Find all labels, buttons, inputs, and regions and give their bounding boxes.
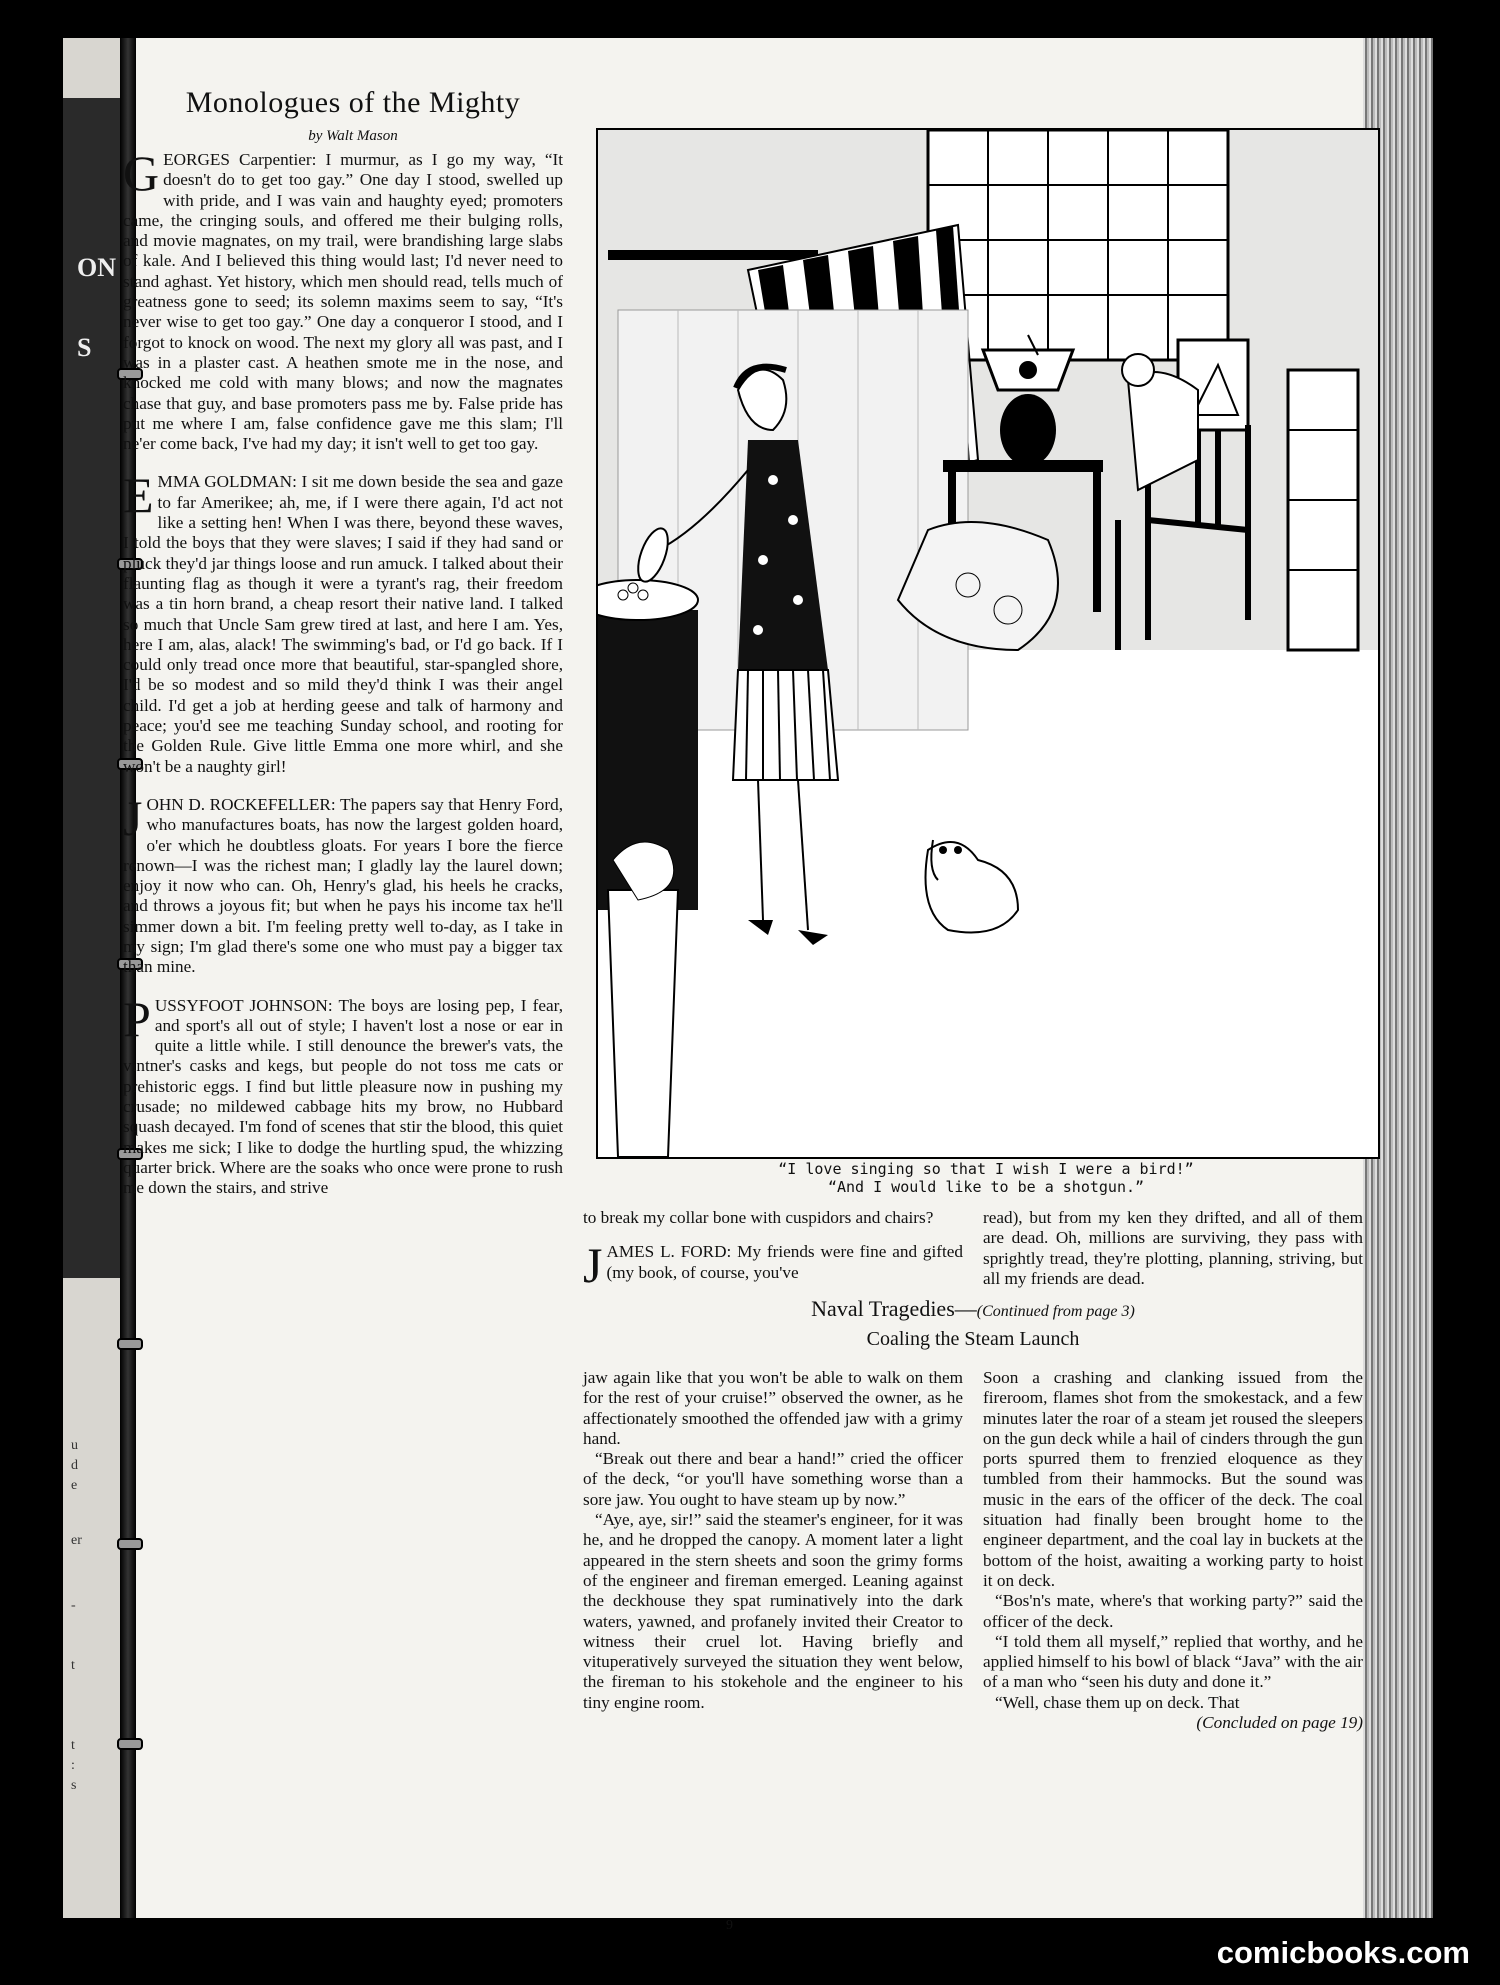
drop-cap: E [123, 467, 154, 524]
monologue-rockefeller: JOHN D. ROCKEFELLER: The papers say that Henry Ford, who manufactures boats, has now the largest golden hoard, o'er which he doubtless gloats. For years I bore the fierce renown—I was the richest man; I gladly lay the laurel down; enjoy it now who can. Oh, Henry's glad, his heels he cracks, and throws a joyous fit; but when he pays his income tax he'll simmer down a bit. I'm feeling pretty well to-day, as I take in my sign; I'm glad there's some one who must pay a bigger tax than mine. [123, 789, 563, 977]
naval-paragraph: “Bos'n's mate, where's that working party?” said the officer of the deck. [983, 1591, 1363, 1631]
ford-continuation: read), but from my ken they drifted, and all of them are dead. Oh, millions are surviving, they pass with sprightly tread, they're plotting, planning, striving, but all my friends are dead. [983, 1208, 1363, 1288]
magazine-page [63, 38, 1433, 1933]
edge-letter: e [71, 1478, 78, 1493]
edge-letter: : [71, 1758, 75, 1773]
article-byline: by Walt Mason [308, 128, 398, 144]
previous-page-letters: ON S [77, 253, 116, 362]
drop-cap: J [123, 789, 143, 846]
edge-letter: u [71, 1438, 78, 1453]
article-title: Monologues of the Mighty [185, 86, 521, 119]
naval-subtitle: Coaling the Steam Launch [866, 1328, 1080, 1350]
binding-stitch [117, 1338, 143, 1350]
previous-page-image [63, 98, 127, 1278]
naval-paragraph: Soon a crashing and clanking issued from the fireroom, flames shot from the smokestack, and a few minutes later the roar of a steam jet roused the sleepers on the gun deck while a hail of cinders through the gun ports spurred them to frenzied eloquence as they tumbled from their hammocks. But the sound was music in the ears of the officer of the deck. The coal situation had finally been brought home to the engineer department, and the coal lay in buckets at the bottom of the hoist, awaiting a working party to hoist it on deck. [983, 1368, 1363, 1590]
cartoon-drawing [598, 130, 1378, 1157]
monologue-carpentier: GEORGES Carpentier: I murmur, as I go my way, “It doesn't do to get too gay.” One day I stood, swelled up with pride, and I was vain and haughty eyed; promoters came, the cringing souls, and offered me their bulging rolls, and movie magnates, on my trail, were brandishing large slabs of kale. And I believed this thing would last; I'd never need to stand aghast. Yet history, which men should read, tells much of greatness gone to seed; its solemn maxims seem to say, “It's never wise to get too gay.” One day a conqueror I stood, and I forgot to knock on wood. The next my glory all was past, and I was in a plaster cast. A heathen smote me in the nose, and knocked me cold with many blows; and now the magnates chase that guy, and base promoters pass me by. False pride has put me where I am, false confidence gave me this slam; I'll ne'er come back, I've had my day; it isn't well to get too gay. [123, 145, 563, 454]
monologue-ford: JAMES L. FORD: My friends were fine and gifted (my book, of course, you've [583, 1237, 963, 1294]
right-column-top [983, 1208, 1363, 1289]
binding-stitch [117, 1538, 143, 1550]
monologue-goldman: EMMA GOLDMAN: I sit me down beside the sea and gaze to far Amerikee; ah, me, if I were there again, I'd act not like a setting hen! When I was there, beyond these waves, I told the boys that they were slaves; I said if they had sand or pluck they'd jar things loose and run amuck. I talked about their flaunting flag as though it were a tyrant's rag, their freedom was a tin horn brand, a cheap resort their native land. I talked so much that Uncle Sam grew tired at last, and here I am. Yes, here I am, alas, alack! The swimming's bad, or I'd go back. If I could only tread once more that beautiful, star-spangled shore, I'd be so modest and so mild they'd think I was their angel child. I'd get a job at herding geese and talk of harmony and peace; you'd see me teaching Sunday school, and rooting for the Golden Rule. Give little Emma one more whirl, and she won't be a naughty girl! [123, 467, 563, 776]
edge-letter: t [71, 1658, 75, 1673]
edge-letter: d [71, 1458, 78, 1473]
drop-cap: P [123, 990, 151, 1047]
rockefeller-continuation: to break my collar bone with cuspidors and chairs? [583, 1208, 934, 1227]
binding-stitch [117, 1738, 143, 1750]
naval-paragraph: “Well, chase them up on deck. That [995, 1692, 1240, 1712]
drop-cap: G [123, 145, 160, 201]
drop-cap: J [583, 1237, 603, 1294]
watermark: comicbooks.com [1216, 1935, 1470, 1970]
middle-column-top [583, 1208, 963, 1294]
naval-paragraph: jaw again like that you won't be able to walk on them for the rest of your cruise!” observed the owner, as he affectionately smoothed the offended jaw with a grimy hand. [583, 1368, 963, 1448]
edge-letter: - [71, 1598, 76, 1613]
page-number: 9 [726, 1918, 733, 1933]
edge-letter: s [71, 1778, 77, 1793]
edge-letter: er [71, 1533, 82, 1548]
cartoon-illustration [596, 128, 1380, 1159]
naval-paragraph: “I told them all myself,” replied that worthy, and he applied himself to his bowl of black “Java” with the air of a man who “seen his duty and done it.” [983, 1631, 1363, 1692]
monologue-johnson: PUSSYFOOT JOHNSON: The boys are losing pep, I fear, and sport's all out of style; I haven't lost a nose or ear in quite a little while. I still denounce the brewer's vats, the vintner's casks and kegs, but people do not toss me cats or prehistoric eggs. I find but little pleasure now in pushing my crusade; no mildewed cabbage hits my brow, no Hubbard squash decayed. I'm fond of scenes that stir the blood, this quiet makes me sick; I like to dodge the hurtling spud, the whizzing quarter brick. Where are the soaks who once were prone to rush me down the stairs, and strive [123, 990, 563, 1198]
naval-header [583, 1296, 1363, 1351]
illustration-caption: “I love singing so that I wish I were a bird!” “And I would like to be a shotgun.” [778, 1160, 1194, 1196]
concluded-note: (Concluded on page 19) [1196, 1713, 1363, 1733]
naval-column-2 [983, 1368, 1363, 1733]
naval-column-1 [583, 1368, 963, 1713]
naval-paragraph: “Aye, aye, sir!” said the steamer's engineer, for it was he, and he dropped the canopy. A moment later a light appeared in the stern sheets and soon the grimy forms of the engineer and fireman emerged. Leaning against the deckhouse they spat ruminatively into the dark waters, yawned, and profanely invited their Creator to witness their cruel lot. Having briefly and vituperatively surveyed the situation they went below, the fireman to his stokehole and the engineer to his tiny engine room. [583, 1510, 963, 1712]
edge-letter: t [71, 1738, 75, 1753]
left-column [123, 145, 563, 1199]
naval-paragraph: “Break out there and bear a hand!” cried the officer of the deck, “or you'll have something worse than a sore jaw. You ought to have steam up by now.” [583, 1449, 963, 1509]
naval-title: Naval Tragedies—(Continued from page 3) [811, 1296, 1135, 1321]
